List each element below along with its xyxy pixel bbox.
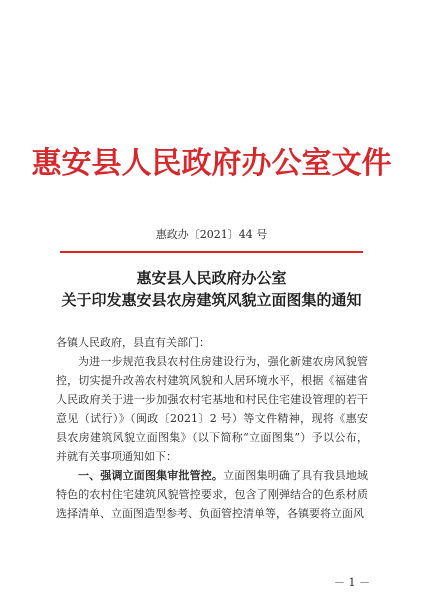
paragraph-1: 为进一步规范我县农村住房建设行为，强化新建农房风貌管控，切实提升改善农村建筑风貌和人居环境水平，根据《福建省人民政府关于进一步加强农村宅基地和村民住宅建设管理的若干意见（试行）》（闽政〔2021〕2 号）等文件精神，现将《惠安县农房建筑风貌立面图集》（以下简称“立面图集”）予以公布，并就有关事项通知如下： [56,355,368,463]
paragraph-2 [56,466,368,523]
document-number: 惠政办〔2021〕44 号 [155,228,268,241]
paragraph-2-heading: 一、强调立面图集审批管控。 [78,469,224,482]
notice-title-line2: 关于印发惠安县农房建筑风貌立面图集的通知 [61,291,362,309]
paragraph-2-text: 立面图集明确了具有我县地域特色的农村住宅建筑风貌管控要求，包含了刚弹结合的色系材质选择清单、立面图造型参考、负面管控清单等，各镇要将立面风 [56,469,369,520]
notice-title-line1: 惠安县人民政府办公室 [136,269,287,287]
document-header-title: 惠安县人民政府办公室文件 [31,146,392,181]
notice-body [56,333,368,523]
notice-title [0,267,423,311]
salutation: 各镇人民政府，县直有关部门： [56,336,210,349]
page-number: － 1 － [334,576,370,589]
red-divider-line [60,251,363,253]
